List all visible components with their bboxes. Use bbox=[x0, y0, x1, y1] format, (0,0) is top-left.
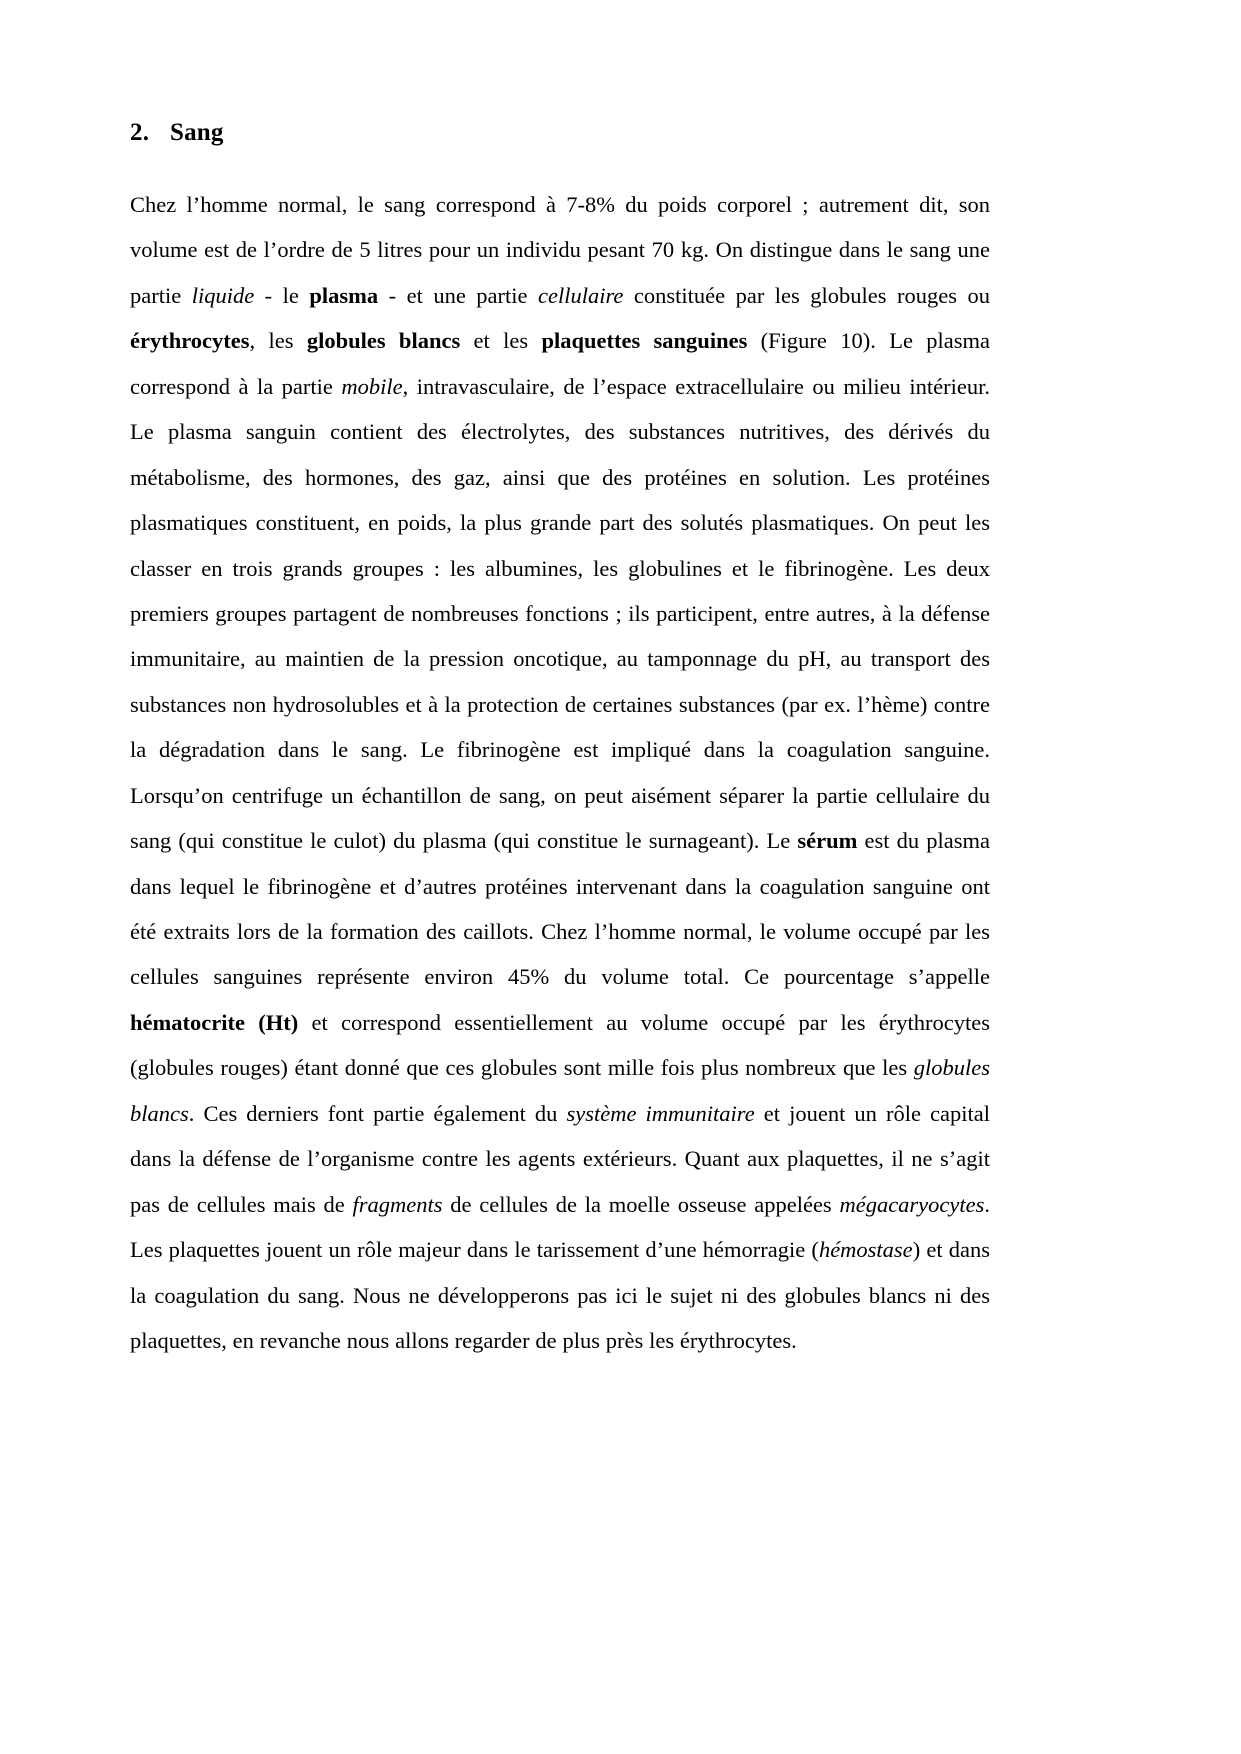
text-run: - le bbox=[254, 282, 310, 308]
emphasis-bold: globules blancs bbox=[306, 328, 461, 354]
text-run: ) et dans la coagulation du sang. Nous ne développerons pas ici le sujet ni des globules blancs ni des plaquettes, en revanche nous allons regarder de plus près les érythrocytes. bbox=[130, 1237, 991, 1353]
emphasis-italic: mobile bbox=[341, 373, 403, 399]
emphasis-bold: hématocrite (Ht) bbox=[130, 1009, 299, 1035]
text-run: (Figure 10). Le plasma correspond à la partie bbox=[130, 328, 990, 399]
emphasis-italic: mégacaryocytes bbox=[839, 1191, 985, 1217]
page-title bbox=[130, 118, 990, 148]
emphasis-bold: plaquettes sanguines bbox=[541, 328, 748, 354]
text-run: - et une partie bbox=[378, 282, 539, 308]
section-number: 2. bbox=[130, 119, 150, 146]
emphasis-italic: fragments bbox=[352, 1191, 443, 1217]
emphasis-bold: érythrocytes bbox=[130, 328, 250, 354]
text-run: et jouent un rôle capital dans la défense de l’organisme contre les agents extérieurs. Quant aux plaquettes, il ne s’agit pas de cellules mais de bbox=[130, 1100, 991, 1217]
text-run: , les bbox=[249, 328, 307, 354]
text-run: constituée par les globules rouges ou bbox=[623, 282, 990, 308]
emphasis-italic: liquide bbox=[191, 282, 255, 308]
emphasis-bold: sérum bbox=[797, 828, 858, 854]
text-run: Chez l’homme normal, le sang correspond à 7-8% du poids corporel ; autrement dit, son volume est de l’ordre de 5 litres pour un individu pesant 70 kg. On distingue dans le sang une partie bbox=[130, 192, 990, 308]
text-run: . Ces derniers font partie également du bbox=[188, 1100, 567, 1126]
text-run: , intravasculaire, de l’espace extracellulaire ou milieu intérieur. Le plasma sanguin contient des électrolytes, des substances nutritives, des dérivés du métabolisme, des hormones, des gaz, ainsi que des protéines en solution. Les protéines plasmatiques constituent, en poids, la plus grande part des solutés plasmatiques. On peut les classer en trois grands groupes : les albumines, les globulines et le fibrinogène. Les deux premiers groupes partagent de nombreuses fonctions ; ils participent, entre autres, à la défense immunitaire, au maintien de la pression oncotique, au tamponnage du pH, au transport des substances non hydrosolubles et à la protection de certaines substances (par ex. l’hème) contre la dégradation dans le sang. Le fibrinogène est impliqué dans la coagulation sanguine. Lorsqu’on centrifuge un échantillon de sang, on peut aisément séparer la partie cellulaire du sang (qui constitue le culot) du plasma (qui constitue le surnageant). Le bbox=[130, 373, 990, 854]
emphasis-italic: globules blancs bbox=[130, 1055, 990, 1126]
text-run: de cellules de la moelle osseuse appelées bbox=[442, 1191, 840, 1217]
text-run: est du plasma dans lequel le fibrinogène et d’autres protéines intervenant dans la coagulation sanguine ont été extraits lors de la formation des caillots. Chez l’homme normal, le volume occupé par les cellules sanguines représente environ 45% du volume total. Ce pourcentage s’appelle bbox=[130, 828, 991, 990]
page-content bbox=[130, 118, 990, 1363]
text-run: et les bbox=[460, 328, 542, 354]
emphasis-bold: plasma bbox=[309, 282, 379, 308]
emphasis-italic: système immunitaire bbox=[566, 1100, 755, 1126]
section-title-text: Sang bbox=[170, 119, 224, 146]
emphasis-italic: hémostase bbox=[818, 1237, 913, 1263]
body-paragraph bbox=[130, 182, 990, 1363]
text-run: et correspond essentiellement au volume occupé par les érythrocytes (globules rouges) étant donné que ces globules sont mille fois plus nombreux que les bbox=[130, 1009, 990, 1081]
text-run: . Les plaquettes jouent un rôle majeur dans le tarissement d’une hémorragie ( bbox=[130, 1191, 991, 1263]
emphasis-italic: cellulaire bbox=[538, 282, 624, 308]
